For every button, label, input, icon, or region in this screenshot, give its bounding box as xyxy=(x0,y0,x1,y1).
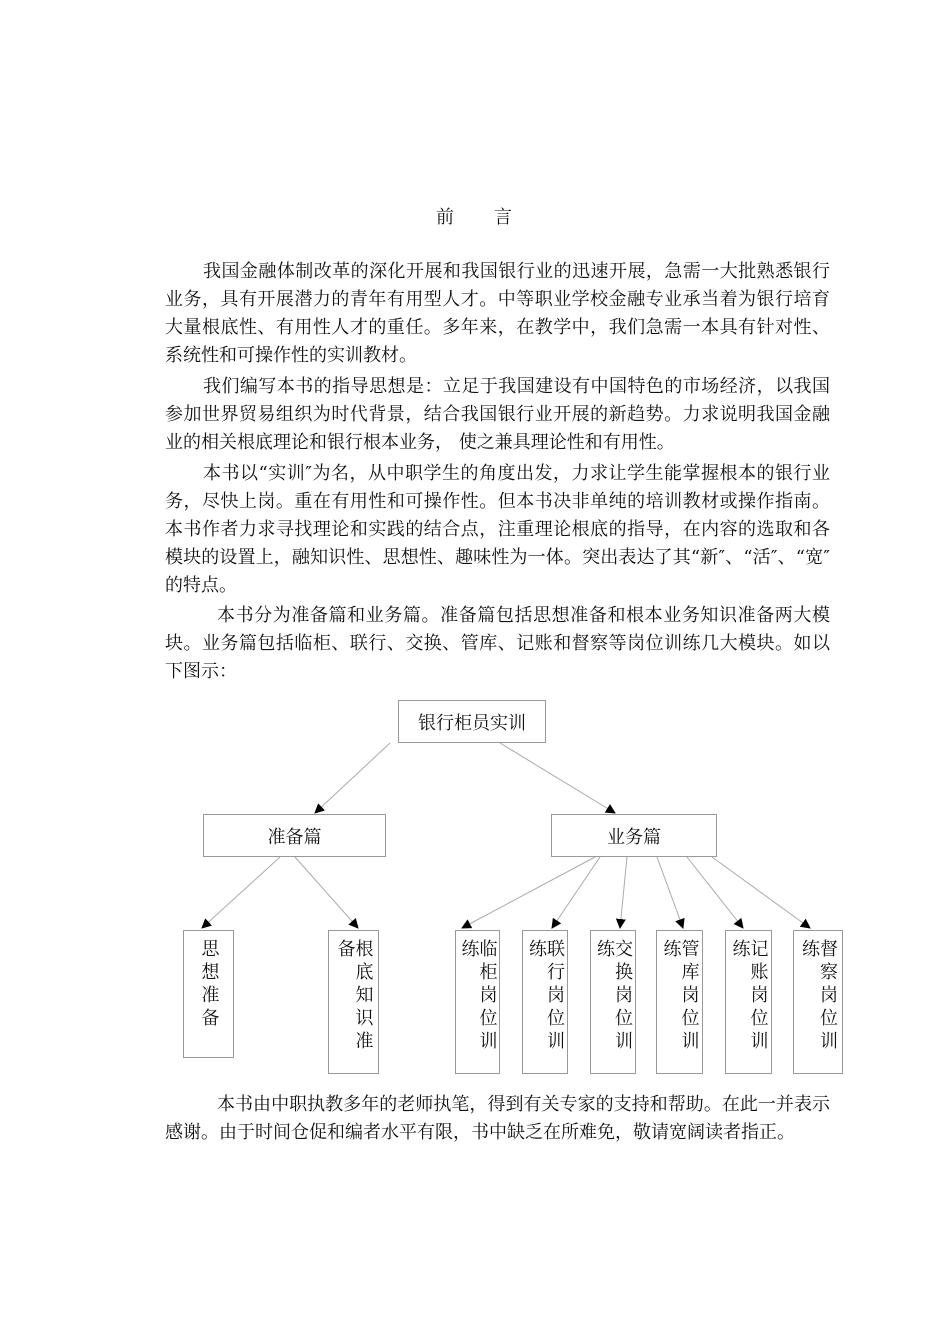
connector-business-l5 xyxy=(620,857,627,928)
leaf-label: 联行岗位训练 xyxy=(526,939,565,1054)
leaf-label: 记账岗位训练 xyxy=(729,939,769,1054)
connector-business-l3 xyxy=(462,857,595,928)
leaf-label: 临柜岗位训练 xyxy=(458,939,498,1054)
node-root-label: 银行柜员实训 xyxy=(418,712,526,734)
connector-prep-l2 xyxy=(295,857,358,928)
page-title xyxy=(0,203,950,229)
node-leaf-thought-prep xyxy=(183,930,234,1058)
paragraph-practical-focus: 本书以“实训″为名，从中职学生的角度出发，力求让学生能掌握根本的银行业务，尽快上岗。重在有用性和可操作性。但本书决非单纯的培训教材或操作指南。本书作者力求寻找理论和实践的结合点，注重理论根底的指导，在内容的选取和各模块的设置上，融知识性、思想性、趣味性为一体。突出表达了其“新″、“活″、“宽″的特点。 xyxy=(165,463,830,596)
node-leaf-basic-knowledge-prep xyxy=(328,930,379,1074)
paragraph-intro: 我国金融体制改革的深化开展和我国银行业的迅速开展，急需一大批熟悉银行业务，具有开展潜力的青年有用型人才。中等职业学校金融专业承当着为银行培育大量根底性、有用性人才的重任。多年来，在教学中，我们急需一本具有针对性、系统性和可操作性的实训教材。 xyxy=(165,261,830,366)
paragraph-structure: 本书分为准备篇和业务篇。准备篇包括思想准备和根本业务知识准备两大模块。业务篇包括临柜、联行、交换、管库、记账和督察等岗位训练几大模块。如以下图示： xyxy=(165,605,830,682)
connector-business-l6 xyxy=(657,857,683,928)
connector-prep-l1 xyxy=(202,857,280,928)
paragraph-acknowledgement: 本书由中职执教多年的老师执笔，得到有关专家的支持和帮助。在此一并表示感谢。由于时间仓促和编者水平有限，书中缺乏在所难免，敬请宽阔读者指正。 xyxy=(165,1094,830,1143)
leaf-label: 交换岗位训练 xyxy=(594,939,633,1054)
leaf-label: 思想准备 xyxy=(198,939,220,1031)
node-leaf-exchange-training xyxy=(590,930,636,1074)
node-leaf-counter-training xyxy=(455,930,500,1074)
connector-business-l7 xyxy=(687,857,743,928)
connector-root-business xyxy=(500,743,615,813)
node-prep-label: 准备篇 xyxy=(267,826,322,848)
paragraph-guiding-idea: 我们编写本书的指导思想是：立足于我国建设有中国特色的市场经济，以我国参加世界贸易组织为时代背景，结合我国银行业开展的新趋势。力求说明我国金融业的相关根底理论和银行根本业务， 使之兼具理论性和有用性。 xyxy=(165,376,830,453)
leaf-label: 管库岗位训练 xyxy=(660,939,700,1054)
title-char-1: 前 xyxy=(436,207,456,228)
node-leaf-vault-training xyxy=(656,930,703,1074)
title-char-2: 言 xyxy=(494,207,514,228)
node-leaf-interbank-training xyxy=(522,930,568,1074)
leaf-label: 根底知识准备 xyxy=(334,939,374,1054)
node-leaf-bookkeeping-training xyxy=(725,930,772,1074)
node-leaf-supervision-training xyxy=(793,930,843,1074)
leaf-label: 督察岗位训练 xyxy=(799,939,838,1054)
node-business xyxy=(551,814,717,857)
node-prep xyxy=(203,814,386,857)
node-root xyxy=(398,700,546,743)
book-structure-diagram xyxy=(160,690,860,1090)
node-business-label: 业务篇 xyxy=(607,826,661,848)
connector-business-l8 xyxy=(712,857,810,928)
connector-root-prep xyxy=(315,743,390,813)
